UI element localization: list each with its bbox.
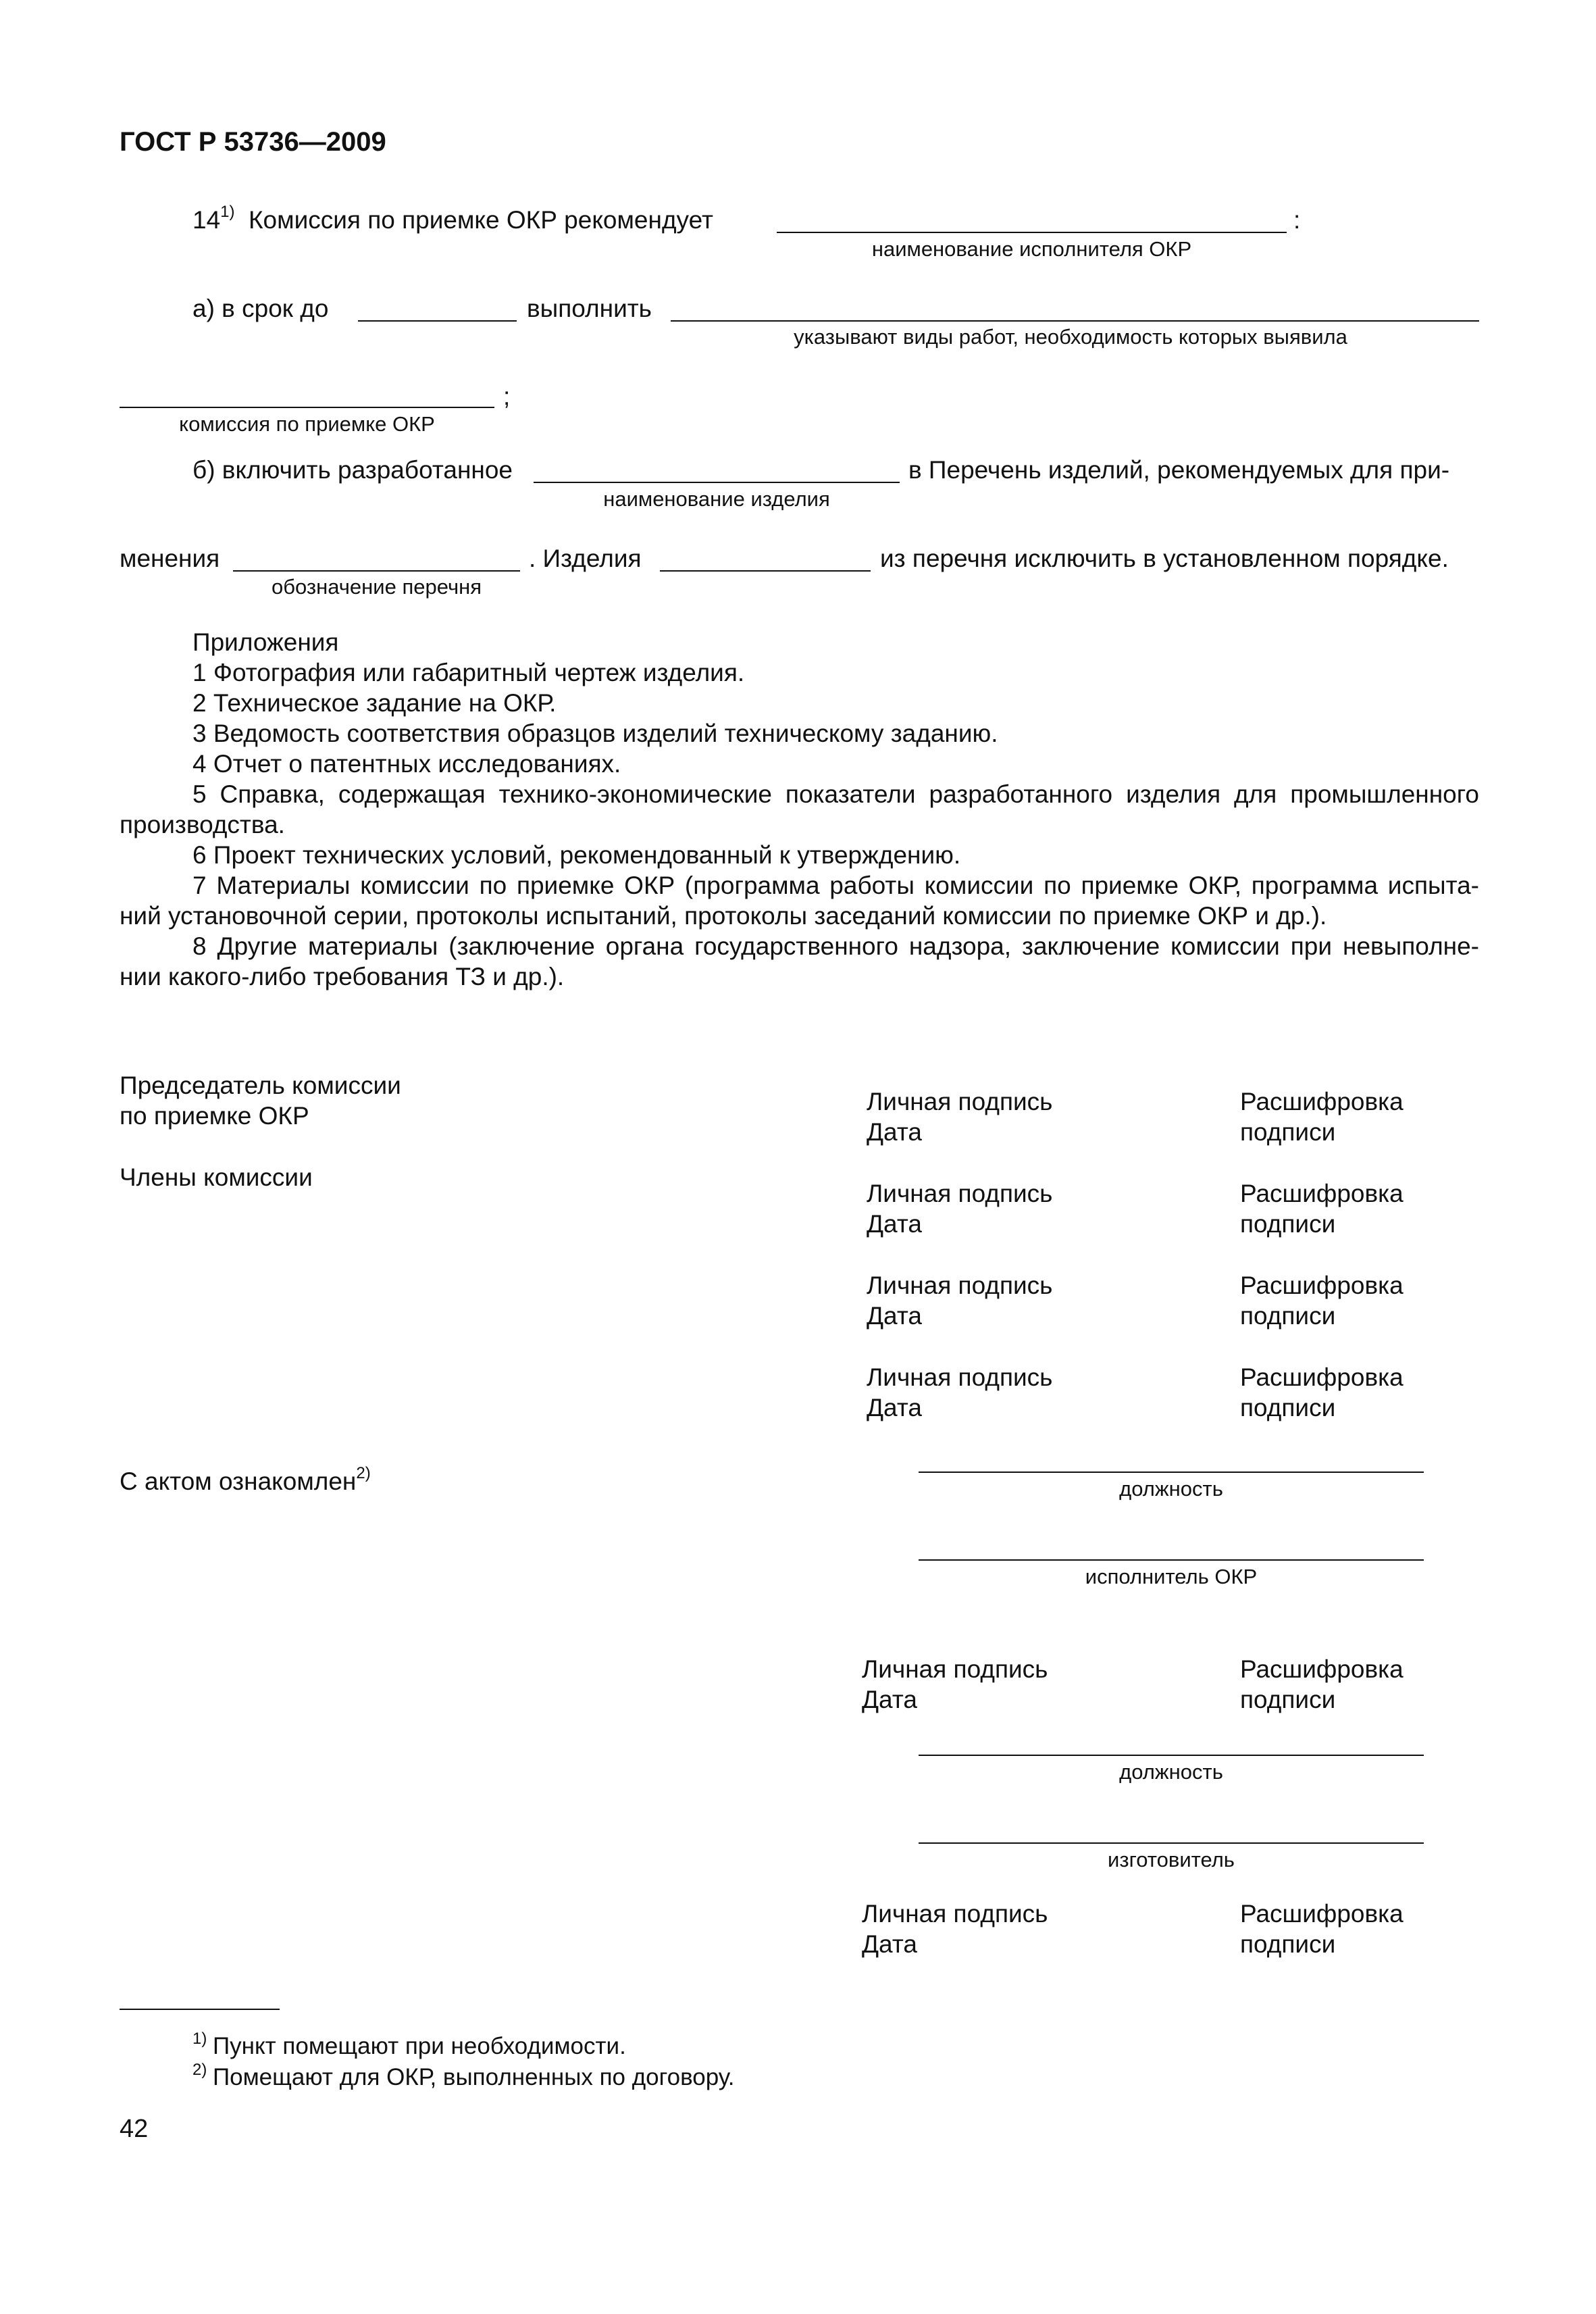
footnote-ref-2: 2) — [356, 1463, 371, 1482]
commission-caption: комиссия по приемке ОКР — [179, 412, 435, 436]
date-label: Дата — [867, 1302, 922, 1330]
signature-decoding-label-line2: подписи — [1240, 1686, 1336, 1713]
personal-signature-label: Личная подпись — [862, 1900, 1048, 1928]
commission-line — [120, 407, 494, 408]
footnote-separator — [120, 2009, 280, 2010]
semicolon: ; — [503, 382, 511, 410]
signature-decoding-label-line2: подписи — [1240, 1210, 1336, 1238]
date-label: Дата — [867, 1210, 922, 1238]
appendix-item: 2 Техническое задание на ОКР. — [192, 689, 557, 717]
signature-decoding-label: Расшифровка — [1240, 1180, 1404, 1207]
appendix-item: 3 Ведомость соответствия образцов изделий техническому заданию. — [192, 720, 998, 747]
manufacturer-caption: изготовитель — [1108, 1848, 1235, 1871]
chairman-label: Председатель комиссии — [120, 1072, 401, 1099]
appendix-item: 4 Отчет о патентных исследованиях. — [192, 750, 621, 778]
item-b-into: в Перечень изделий, рекомендуемых для при- — [908, 456, 1450, 484]
item-text: Комиссия по приемке ОКР рекомендует — [249, 206, 713, 234]
personal-signature-label: Личная подпись — [867, 1363, 1053, 1391]
products-text: . Изделия — [529, 545, 642, 572]
deadline-line — [358, 320, 517, 322]
chairman-label-line2: по приемке ОКР — [120, 1102, 309, 1130]
signature-decoding-label-line2: подписи — [1240, 1930, 1336, 1958]
date-label: Дата — [862, 1686, 917, 1713]
personal-signature-label: Личная подпись — [867, 1088, 1053, 1115]
signature-decoding-label-line2: подписи — [1240, 1118, 1336, 1146]
signature-decoding-label-line2: подписи — [1240, 1394, 1336, 1422]
list-designation-line — [233, 570, 520, 572]
page-number: 42 — [120, 2115, 149, 2143]
appendix-item: 6 Проект технических условий, рекомендованный к утверждению. — [192, 841, 961, 869]
works-caption: указывают виды работ, необходимость которых выявила — [794, 325, 1347, 349]
product-name-line — [534, 482, 900, 483]
appendix-item: 8 Другие материалы (заключение органа государственного надзора, заключение комиссии при невыполне- — [192, 932, 1479, 960]
executor-line — [919, 1559, 1424, 1561]
position-caption: должность — [1119, 1760, 1223, 1784]
date-label: Дата — [867, 1118, 922, 1146]
item-b-start: б) включить разработанное — [192, 456, 513, 484]
item-number: 14$^{1)}$ — [192, 202, 235, 234]
signature-decoding-label: Расшифровка — [1240, 1363, 1404, 1391]
works-line — [671, 320, 1479, 322]
colon: : — [1293, 206, 1301, 234]
personal-signature-label: Личная подпись — [867, 1180, 1053, 1207]
executor-name-line — [777, 232, 1287, 233]
date-label: Дата — [867, 1394, 922, 1422]
list-designation-caption: обозначение перечня — [272, 575, 482, 599]
manufacturer-line — [919, 1842, 1424, 1844]
footnote-1: $^{1)}$ Пункт помещают при необходимости. — [192, 2029, 626, 2059]
appendix-item-continuation: ний установочной серии, протоколы испытаний, протоколы заседаний комиссии по приемке ОКР и др.). — [120, 902, 1327, 930]
date-label: Дата — [862, 1930, 917, 1958]
executor-caption: исполнитель ОКР — [1085, 1565, 1258, 1588]
appendix-item: 7 Материалы комиссии по приемке ОКР (программа работы комиссии по приемке ОКР, программа испыта- — [192, 872, 1479, 899]
signature-decoding-label: Расшифровка — [1240, 1900, 1404, 1928]
appendices-title: Приложения — [192, 628, 339, 656]
appendix-item: 1 Фотография или габаритный чертеж изделия. — [192, 659, 745, 686]
item-a-start: а) в срок до — [192, 295, 329, 322]
executor-name-caption: наименование исполнителя ОКР — [871, 237, 1192, 261]
appendix-item-continuation: нии какого-либо требования ТЗ и др.). — [120, 963, 565, 990]
product-name-caption: наименование изделия — [603, 487, 830, 511]
position-line — [919, 1755, 1424, 1756]
personal-signature-label: Личная подпись — [867, 1272, 1053, 1299]
signature-decoding-label: Расшифровка — [1240, 1272, 1404, 1299]
acquainted-label: С актом ознакомлен$^{2)}$ — [120, 1463, 371, 1495]
appendix-item-continuation: производства. — [120, 811, 285, 838]
item-b-continuation: менения — [120, 545, 220, 572]
standard-designation: ГОСТ Р 53736—2009 — [120, 127, 386, 157]
signature-decoding-label-line2: подписи — [1240, 1302, 1336, 1330]
signature-decoding-label: Расшифровка — [1240, 1655, 1404, 1683]
appendix-item: 5 Справка, содержащая технико-экономические показатели разработанного изделия для промышленного — [192, 780, 1479, 808]
position-caption: должность — [1119, 1477, 1223, 1501]
exclude-text: из перечня исключить в установленном порядке. — [880, 545, 1449, 572]
footnote-ref-1: 1) — [220, 202, 235, 221]
signature-decoding-label: Расшифровка — [1240, 1088, 1404, 1115]
personal-signature-label: Личная подпись — [862, 1655, 1048, 1683]
footnote-2: $^{2)}$ Помещают для ОКР, выполненных по договору. — [192, 2060, 735, 2090]
members-label: Члены комиссии — [120, 1163, 313, 1191]
products-line — [660, 570, 871, 572]
position-line — [919, 1472, 1424, 1473]
item-a-perform: выполнить — [527, 295, 652, 322]
